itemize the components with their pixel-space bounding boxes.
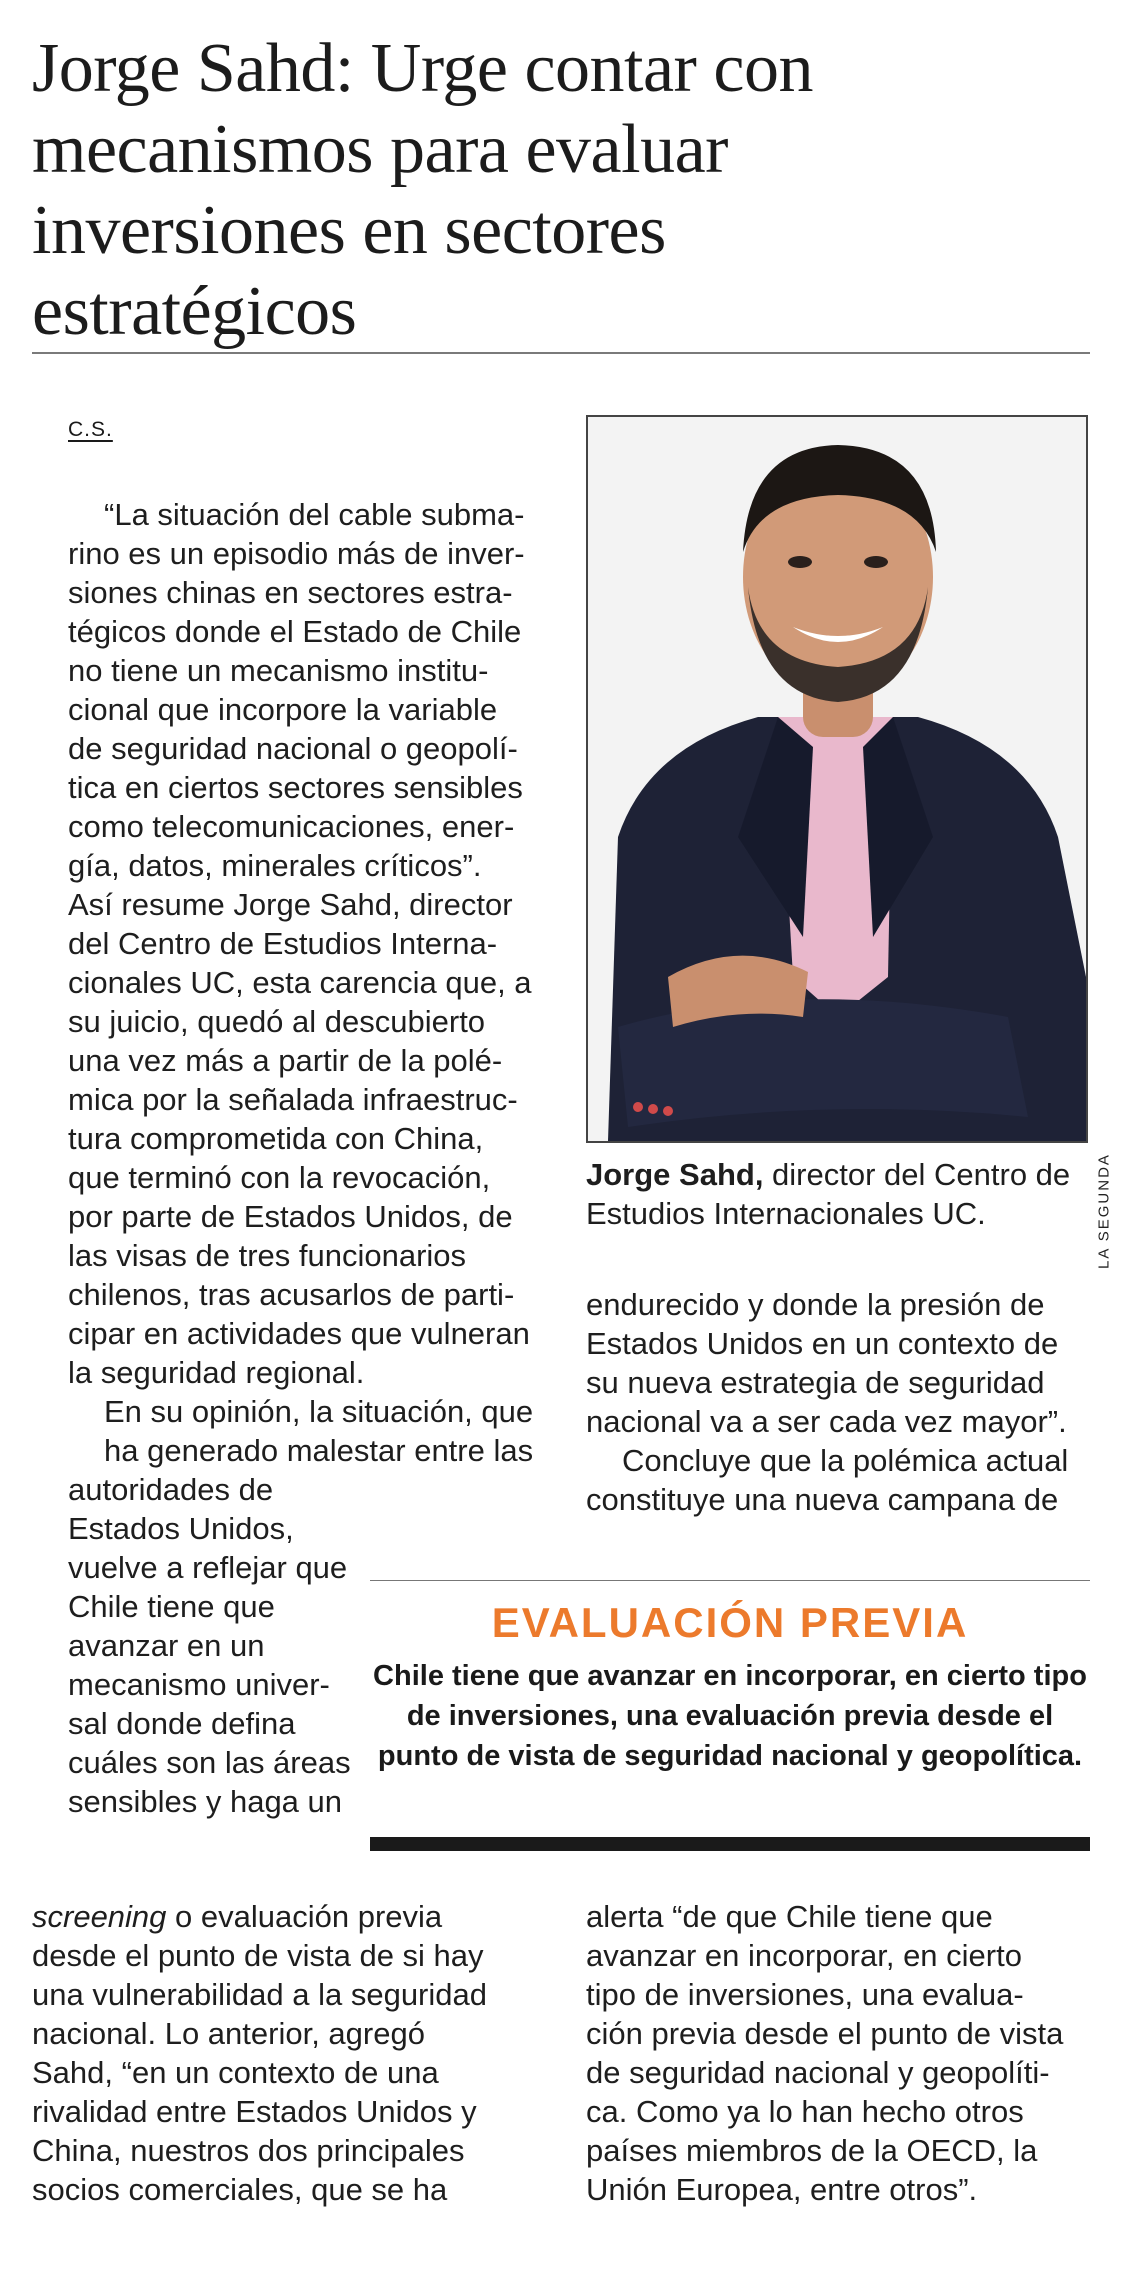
text-line: que terminó con la revocación,	[68, 1160, 491, 1195]
text-line: cional que incorpore la variable	[68, 692, 498, 727]
text-line: Unión Europea, entre otros”.	[586, 2172, 978, 2207]
text-line: avanzar en un	[68, 1628, 265, 1663]
body-column-left-bottom	[32, 1897, 552, 2209]
text-line: su juicio, quedó al descubierto	[68, 1004, 486, 1039]
photo-credit-text: LA SEGUNDA	[1095, 1153, 1113, 1269]
callout-text: Chile tiene que avanzar en incorporar, en cierto tipo de inversiones, una evaluación previa desde el punto de vista de seguridad nacional y geopolítica.	[373, 1660, 1087, 1772]
text-line: una vez más a partir de la polé-	[68, 1043, 503, 1078]
text-line: ca. Como ya lo han hecho otros	[586, 2094, 1024, 2129]
headline-line: inversiones en sectores	[32, 192, 666, 269]
text-line: las visas de tres funcionarios	[68, 1238, 467, 1273]
text-line: del Centro de Estudios Interna-	[68, 926, 498, 961]
text-line: nacional. Lo anterior, agregó	[32, 2016, 425, 2051]
text-line: vuelve a reflejar que	[68, 1550, 348, 1585]
text-line: Concluye que la polémica actual	[622, 1443, 1069, 1478]
text-line: desde el punto de vista de si hay	[32, 1938, 484, 1973]
text-line: tégicos donde el Estado de Chile	[68, 614, 522, 649]
caption-text: director del Centro de Estudios Internacionales UC.	[586, 1157, 1071, 1231]
text-line: cuáles son las áreas	[68, 1745, 351, 1780]
text-line: En su opinión, la situación, que	[104, 1394, 534, 1429]
text-line: rino es un episodio más de inver-	[68, 536, 525, 571]
text-line: Chile tiene que	[68, 1589, 275, 1624]
text-fragment: o evaluación previa	[166, 1899, 443, 1934]
text-line: países miembros de la OECD, la	[586, 2133, 1038, 2168]
text-line: constituye una nueva campana de	[586, 1482, 1059, 1517]
portrait-illustration	[588, 417, 1086, 1141]
text-line: socios comerciales, que se ha	[32, 2172, 448, 2207]
text-line: no tiene un mecanismo institu-	[68, 653, 489, 688]
text-line: tura comprometida con China,	[68, 1121, 484, 1156]
text-line: “La situación del cable subma-	[104, 497, 525, 532]
text-line: su nueva estrategia de seguridad	[586, 1365, 1045, 1400]
text-line: gía, datos, minerales críticos”.	[68, 848, 482, 883]
caption-name: Jorge Sahd,	[586, 1157, 764, 1192]
text-line: nacional va a ser cada vez mayor”.	[586, 1404, 1067, 1439]
portrait-photo	[586, 415, 1088, 1143]
text-line: de seguridad nacional y geopolíti-	[586, 2055, 1050, 2090]
text-line: sal donde defina	[68, 1706, 296, 1741]
text-line: una vulnerabilidad a la seguridad	[32, 1977, 487, 2012]
text-line: China, nuestros dos principales	[32, 2133, 465, 2168]
text-line: Estados Unidos en un contexto de	[586, 1326, 1059, 1361]
text-line: siones chinas en sectores estra-	[68, 575, 513, 610]
callout-rule-bottom	[370, 1837, 1090, 1851]
text-line: cionales UC, esta carencia que, a	[68, 965, 532, 1000]
text-line	[32, 1897, 552, 1936]
text-line: Así resume Jorge Sahd, director	[68, 887, 513, 922]
headline-line: mecanismos para evaluar	[32, 111, 728, 188]
text-line: alerta “de que Chile tiene que	[586, 1899, 993, 1934]
text-line: tipo de inversiones, una evalua-	[586, 1977, 1024, 2012]
headline-line: estratégicos	[32, 273, 357, 350]
photo-credit	[1094, 1150, 1114, 1272]
text-line: tica en ciertos sectores sensibles	[68, 770, 523, 805]
text-line: mecanismo univer-	[68, 1667, 330, 1702]
text-line: ha generado malestar entre las	[104, 1433, 534, 1468]
text-line: por parte de Estados Unidos, de	[68, 1199, 513, 1234]
text-line: la seguridad regional.	[68, 1355, 365, 1390]
text-line: cipar en actividades que vulneran	[68, 1316, 530, 1351]
headline-rule	[32, 352, 1090, 354]
headline	[32, 28, 1092, 352]
headline-line: Jorge Sahd: Urge contar con	[32, 30, 813, 107]
text-line: chilenos, tras acusarlos de parti-	[68, 1277, 515, 1312]
text-line: sensibles y haga un	[68, 1784, 343, 1819]
text-line: como telecomunicaciones, ener-	[68, 809, 515, 844]
photo-caption	[586, 1155, 1091, 1233]
text-line: autoridades de	[68, 1472, 274, 1507]
text-line: Estados Unidos,	[68, 1511, 294, 1546]
callout-rule-top	[370, 1580, 1090, 1581]
text-line: endurecido y donde la presión de	[586, 1287, 1045, 1322]
text-line: ción previa desde el punto de vista	[586, 2016, 1064, 2051]
text-line: Sahd, “en un contexto de una	[32, 2055, 439, 2090]
text-line: avanzar en incorporar, en cierto	[586, 1938, 1022, 1973]
body-column-right-bottom	[586, 1897, 1091, 2209]
callout-title: EVALUACIÓN PREVIA	[491, 1599, 969, 1646]
text-line: de seguridad nacional o geopolí-	[68, 731, 518, 766]
text-line: rivalidad entre Estados Unidos y	[32, 2094, 477, 2129]
body-column-right	[586, 1285, 1091, 1519]
text-line: mica por la señalada infraestruc-	[68, 1082, 518, 1117]
byline: C.S.	[68, 418, 113, 441]
emphasis-word: screening	[32, 1899, 167, 1934]
